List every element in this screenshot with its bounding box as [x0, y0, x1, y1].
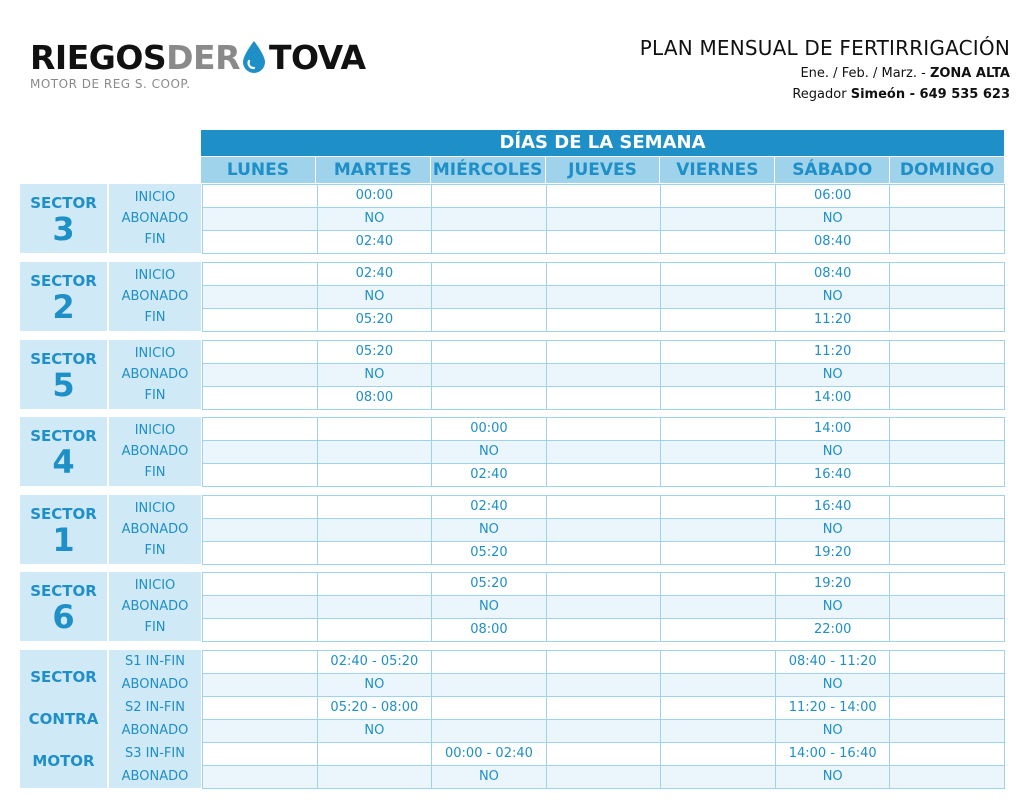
schedule-cell: [202, 463, 318, 487]
sector-row-labels: [109, 262, 201, 331]
schedule-cell: 16:40: [775, 463, 891, 487]
sector-row-labels: [109, 495, 201, 564]
row-label: ABONADO: [121, 677, 189, 692]
sector-grid: [202, 495, 1004, 564]
schedule-cell: [660, 363, 776, 387]
schedule-cell: [889, 495, 1005, 519]
schedule-cell: [431, 230, 547, 254]
schedule-cell: [546, 207, 662, 231]
schedule-cell: [660, 650, 776, 674]
sector-block: [20, 340, 1004, 409]
row-label: INICIO: [134, 268, 176, 283]
schedule-cell: [431, 340, 547, 364]
schedule-cell: [546, 262, 662, 286]
schedule-cell: [546, 386, 662, 410]
row-label: FIN: [144, 620, 166, 635]
day-header: JUEVES: [546, 157, 660, 183]
schedule-cell: [889, 440, 1005, 464]
schedule-cell: 11:20: [775, 308, 891, 332]
schedule-cell: [202, 650, 318, 674]
sector-grid: [202, 262, 1004, 331]
water-drop-icon: [241, 40, 267, 74]
schedule-cell: 05:20: [317, 340, 433, 364]
day-header: SÁBADO: [775, 157, 889, 183]
schedule-cell: [889, 696, 1005, 720]
table-row: [202, 719, 1004, 742]
schedule-cell: [431, 363, 547, 387]
schedule-cell: [202, 765, 318, 789]
sector-word: SECTOR: [30, 194, 97, 212]
motor-label-word: MOTOR: [32, 752, 95, 770]
schedule-cell: [889, 719, 1005, 743]
schedule-cell: [546, 618, 662, 642]
table-row: [202, 572, 1004, 595]
schedule-cell: 00:00: [317, 184, 433, 208]
schedule-cell: NO: [317, 207, 433, 231]
schedule-cell: [660, 463, 776, 487]
schedule-cell: [660, 742, 776, 766]
company-logo: [30, 37, 366, 91]
schedule-cell: 16:40: [775, 495, 891, 519]
sector-number: 6: [52, 598, 75, 636]
day-header: MIÉRCOLES: [431, 157, 545, 183]
row-label: S2 IN-FIN: [125, 700, 185, 715]
row-label: FIN: [144, 232, 166, 247]
sector-row-labels: [109, 572, 201, 641]
sector-number: 4: [52, 443, 75, 481]
days-of-week-title: DÍAS DE LA SEMANA: [201, 130, 1004, 156]
schedule-cell: [317, 742, 433, 766]
table-row: [202, 417, 1004, 440]
schedule-cell: NO: [431, 518, 547, 542]
schedule-cell: NO: [317, 719, 433, 743]
sector-number: 3: [52, 210, 75, 248]
row-label: ABONADO: [121, 723, 189, 738]
day-header: LUNES: [201, 157, 315, 183]
schedule-cell: 02:40: [431, 463, 547, 487]
schedule-cell: [202, 308, 318, 332]
sector-number: 2: [52, 288, 75, 326]
schedule-cell: 19:20: [775, 541, 891, 565]
schedule-cell: [202, 518, 318, 542]
table-row: [202, 262, 1004, 285]
schedule-cell: NO: [317, 673, 433, 697]
schedule-cell: [546, 230, 662, 254]
zone-text: ZONA ALTA: [929, 66, 1010, 81]
schedule-cell: [431, 650, 547, 674]
schedule-cell: [889, 363, 1005, 387]
schedule-cell: [546, 572, 662, 596]
schedule-cell: [889, 518, 1005, 542]
schedule-cell: [317, 440, 433, 464]
row-label: ABONADO: [121, 522, 189, 537]
sector-row-labels: [109, 184, 201, 253]
schedule-cell: [202, 417, 318, 441]
schedule-cell: [431, 696, 547, 720]
row-label: FIN: [144, 465, 166, 480]
schedule-cell: [431, 262, 547, 286]
schedule-cell: [889, 340, 1005, 364]
schedule-cell: [431, 207, 547, 231]
row-label: INICIO: [134, 346, 176, 361]
schedule-cell: [546, 742, 662, 766]
schedule-cell: [546, 541, 662, 565]
schedule-cell: [889, 673, 1005, 697]
schedule-cell: [546, 696, 662, 720]
sector-row-labels: [109, 340, 201, 409]
sector-grid: [202, 572, 1004, 641]
day-header: DOMINGO: [890, 157, 1004, 183]
schedule-cell: [889, 742, 1005, 766]
schedule-cell: [317, 495, 433, 519]
schedule-cell: 08:00: [431, 618, 547, 642]
table-row: [202, 184, 1004, 207]
schedule-cell: [546, 673, 662, 697]
schedule-cell: [546, 340, 662, 364]
schedule-cell: NO: [775, 363, 891, 387]
sector-block: [20, 495, 1004, 564]
schedule-cell: 14:00: [775, 417, 891, 441]
row-label: ABONADO: [121, 367, 189, 382]
schedule-cell: [546, 719, 662, 743]
schedule-cell: [317, 595, 433, 619]
schedule-cell: [202, 696, 318, 720]
sector-word: SECTOR: [30, 582, 97, 600]
schedule-cell: [889, 650, 1005, 674]
schedule-cell: 11:20 - 14:00: [775, 696, 891, 720]
schedule-cell: [202, 618, 318, 642]
sector-label: [20, 262, 107, 331]
schedule-cell: [202, 572, 318, 596]
table-row: [202, 595, 1004, 618]
schedule-cell: [889, 618, 1005, 642]
contra-motor-label: [20, 650, 107, 788]
schedule-cell: [317, 541, 433, 565]
schedule-cell: [889, 308, 1005, 332]
row-label: ABONADO: [121, 289, 189, 304]
schedule-cell: 14:00 - 16:40: [775, 742, 891, 766]
row-label: INICIO: [134, 578, 176, 593]
schedule-cell: 00:00: [431, 417, 547, 441]
sector-grid: [202, 417, 1004, 486]
sector-block: [20, 572, 1004, 641]
table-row: [202, 518, 1004, 541]
row-label: FIN: [144, 388, 166, 403]
schedule-cell: [660, 765, 776, 789]
schedule-cell: 02:40 - 05:20: [317, 650, 433, 674]
schedule-cell: [889, 595, 1005, 619]
document-title: PLAN MENSUAL DE FERTIRRIGACIÓN: [639, 36, 1010, 60]
schedule-cell: NO: [775, 765, 891, 789]
schedule-cell: [431, 308, 547, 332]
schedule-cell: NO: [431, 765, 547, 789]
sector-grid: [202, 340, 1004, 409]
day-header-row: [201, 157, 1004, 183]
schedule-cell: 08:40 - 11:20: [775, 650, 891, 674]
schedule-cell: [317, 572, 433, 596]
schedule-cell: [660, 696, 776, 720]
schedule-cell: [202, 541, 318, 565]
schedule-cell: [660, 230, 776, 254]
schedule-cell: 08:00: [317, 386, 433, 410]
schedule-cell: [660, 495, 776, 519]
schedule-cell: [546, 308, 662, 332]
table-row: [202, 673, 1004, 696]
schedule-cell: [546, 417, 662, 441]
table-row: [202, 230, 1004, 253]
schedule-cell: [546, 518, 662, 542]
table-row: [202, 618, 1004, 641]
table-row: [202, 541, 1004, 564]
sector-label: [20, 184, 107, 253]
schedule-cell: [202, 363, 318, 387]
logo-title: [30, 37, 366, 77]
schedule-cell: [889, 184, 1005, 208]
schedule-cell: [660, 518, 776, 542]
sector-block: [20, 417, 1004, 486]
schedule-cell: [431, 386, 547, 410]
table-row: [202, 386, 1004, 409]
day-header: MARTES: [316, 157, 430, 183]
schedule-cell: [202, 207, 318, 231]
sector-word: SECTOR: [30, 427, 97, 445]
schedule-cell: [660, 417, 776, 441]
sector-label: [20, 340, 107, 409]
schedule-cell: [889, 285, 1005, 309]
schedule-cell: [431, 673, 547, 697]
schedule-cell: [317, 765, 433, 789]
schedule-cell: [660, 541, 776, 565]
schedule-cell: NO: [775, 518, 891, 542]
sector-number: 1: [52, 521, 75, 559]
schedule-cell: NO: [775, 285, 891, 309]
schedule-cell: 05:20: [317, 308, 433, 332]
schedule-cell: [660, 719, 776, 743]
row-label: FIN: [144, 310, 166, 325]
schedule-cell: [202, 230, 318, 254]
sector-number: 5: [52, 366, 75, 404]
table-row: [202, 696, 1004, 719]
period-line: [640, 66, 1010, 81]
row-label: INICIO: [134, 423, 176, 438]
schedule-cell: [202, 440, 318, 464]
table-row: [202, 495, 1004, 518]
schedule-cell: [660, 595, 776, 619]
schedule-cell: [660, 386, 776, 410]
schedule-cell: [889, 765, 1005, 789]
row-label: ABONADO: [121, 444, 189, 459]
logo-part-tova: TOVA: [269, 37, 366, 77]
schedule-cell: [660, 207, 776, 231]
table-row: [202, 207, 1004, 230]
schedule-cell: [889, 386, 1005, 410]
schedule-cell: [202, 495, 318, 519]
table-row: [202, 650, 1004, 673]
schedule-cell: [202, 719, 318, 743]
schedule-cell: [889, 262, 1005, 286]
row-label: ABONADO: [121, 211, 189, 226]
sector-block: [20, 262, 1004, 331]
schedule-cell: NO: [431, 595, 547, 619]
schedule-cell: 02:40: [317, 262, 433, 286]
regador-line: [640, 87, 1010, 102]
table-row: [202, 440, 1004, 463]
table-row: [202, 463, 1004, 486]
schedule-cell: [202, 262, 318, 286]
logo-subtitle: MOTOR DE REG S. COOP.: [30, 77, 191, 91]
schedule-cell: [202, 595, 318, 619]
schedule-cell: [202, 340, 318, 364]
schedule-cell: [546, 463, 662, 487]
schedule-cell: [889, 417, 1005, 441]
schedule-cell: [660, 673, 776, 697]
schedule-cell: [889, 463, 1005, 487]
schedule-cell: [660, 262, 776, 286]
schedule-cell: [889, 207, 1005, 231]
table-row: [202, 765, 1004, 788]
schedule-cell: 05:20 - 08:00: [317, 696, 433, 720]
sector-label: [20, 495, 107, 564]
table-row: [202, 742, 1004, 765]
schedule-cell: [202, 386, 318, 410]
schedule-cell: [660, 618, 776, 642]
schedule-cell: NO: [431, 440, 547, 464]
row-label: INICIO: [134, 501, 176, 516]
contra-motor-row-labels: [109, 650, 201, 788]
schedule-cell: [889, 541, 1005, 565]
schedule-cell: 08:40: [775, 262, 891, 286]
schedule-cell: 08:40: [775, 230, 891, 254]
sector-block: [20, 184, 1004, 253]
schedule-cell: 14:00: [775, 386, 891, 410]
schedule-cell: [202, 285, 318, 309]
schedule-cell: [431, 184, 547, 208]
schedule-cell: [546, 765, 662, 789]
regador-label: Regador: [792, 87, 847, 102]
schedule-cell: [889, 230, 1005, 254]
day-header: VIERNES: [660, 157, 774, 183]
schedule-cell: NO: [317, 285, 433, 309]
schedule-cell: [660, 184, 776, 208]
sector-word: SECTOR: [30, 505, 97, 523]
sector-label: [20, 417, 107, 486]
schedule-cell: [546, 650, 662, 674]
sector-word: SECTOR: [30, 350, 97, 368]
schedule-cell: [546, 440, 662, 464]
row-label: ABONADO: [121, 769, 189, 784]
schedule-cell: [202, 673, 318, 697]
row-label: S3 IN-FIN: [125, 746, 185, 761]
schedule-cell: 11:20: [775, 340, 891, 364]
sector-row-labels: [109, 417, 201, 486]
row-label: FIN: [144, 543, 166, 558]
contra-motor-block: [20, 650, 1004, 788]
schedule-cell: [317, 618, 433, 642]
schedule-cell: NO: [317, 363, 433, 387]
schedule-cell: [889, 572, 1005, 596]
regador-contact: Simeón - 649 535 623: [850, 87, 1010, 102]
sector-label: [20, 572, 107, 641]
sector-word: SECTOR: [30, 272, 97, 290]
schedule-cell: [546, 184, 662, 208]
schedule-cell: [202, 742, 318, 766]
schedule-cell: NO: [775, 207, 891, 231]
schedule-cell: 22:00: [775, 618, 891, 642]
motor-label-word: CONTRA: [28, 710, 99, 728]
schedule-cell: [546, 595, 662, 619]
schedule-cell: [202, 184, 318, 208]
schedule-cell: 19:20: [775, 572, 891, 596]
logo-part-der: DER: [166, 37, 240, 77]
schedule-cell: NO: [775, 595, 891, 619]
row-label: S1 IN-FIN: [125, 654, 185, 669]
schedule-cell: [660, 440, 776, 464]
sector-grid: [202, 184, 1004, 253]
schedule-cell: 06:00: [775, 184, 891, 208]
table-row: [202, 308, 1004, 331]
schedule-cell: [660, 340, 776, 364]
schedule-cell: [546, 285, 662, 309]
row-label: INICIO: [134, 190, 176, 205]
motor-label-word: SECTOR: [30, 668, 97, 686]
schedule-cell: [660, 308, 776, 332]
schedule-cell: NO: [775, 719, 891, 743]
schedule-cell: NO: [775, 673, 891, 697]
table-row: [202, 340, 1004, 363]
schedule-cell: [431, 719, 547, 743]
schedule-cell: 05:20: [431, 541, 547, 565]
schedule-cell: [317, 518, 433, 542]
table-row: [202, 363, 1004, 386]
schedule-cell: [660, 572, 776, 596]
schedule-cell: 02:40: [317, 230, 433, 254]
document-header: [640, 36, 1010, 102]
logo-part-riegos: RIEGOS: [30, 37, 167, 77]
schedule-cell: 00:00 - 02:40: [431, 742, 547, 766]
contra-motor-grid: [202, 650, 1004, 788]
schedule-cell: [317, 417, 433, 441]
schedule-cell: [546, 363, 662, 387]
schedule-cell: 05:20: [431, 572, 547, 596]
months-text: Ene. / Feb. / Marz. -: [800, 66, 926, 81]
schedule-cell: [317, 463, 433, 487]
schedule-cell: [660, 285, 776, 309]
schedule-cell: NO: [775, 440, 891, 464]
table-row: [202, 285, 1004, 308]
schedule-cell: [546, 495, 662, 519]
schedule-cell: [431, 285, 547, 309]
schedule-cell: 02:40: [431, 495, 547, 519]
row-label: ABONADO: [121, 599, 189, 614]
